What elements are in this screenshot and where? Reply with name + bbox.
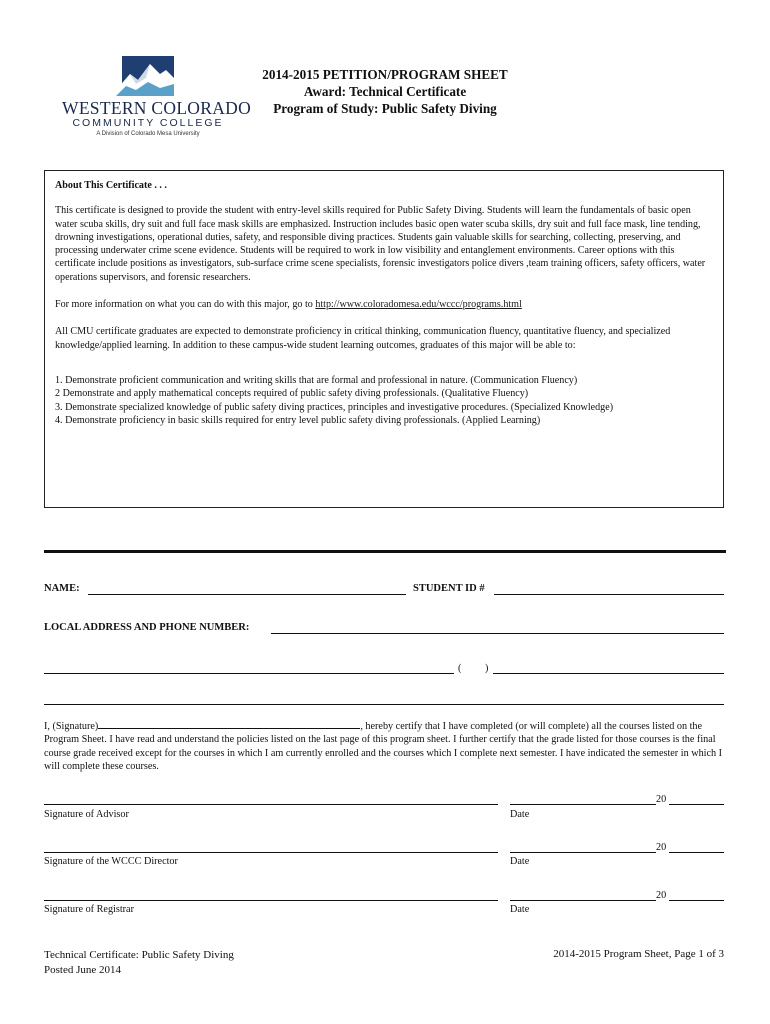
registrar-year-field[interactable] [669, 900, 724, 901]
footer-left [44, 948, 234, 978]
college-logo [62, 56, 252, 140]
about-description: This certificate is designed to provide the student with entry-level skills required for Public Safety Diving. Students will learn the fundamentals of basic open water scuba skills, dry suit and full face mask skills are emphasized. Instruction includes basic open water scuba skills, dry suit and full face mask, line tending, drowning investigations, operational duties, safety, and responsible diving practices. Students gain valuable skills for searching, collecting, preserving, and processing underwater crime scene evidence. Students will be required to work in low visibility and entanglement environments. Career options with this certificate include positions as investigators, sub-surface crime scene specialists, forensic investigators police divers ,team training officers, safety officers, water operations supervisors, and forensic researchers. [55, 205, 706, 283]
director-signature-label: Signature of the WCCC Director [44, 856, 178, 867]
student-id-label: STUDENT ID # [413, 583, 485, 594]
advisor-year-field[interactable] [669, 804, 724, 805]
outcomes-intro: All CMU certificate graduates are expected to demonstrate proficiency in critical thinking, communication fluency, quantitative fluency, and specialized knowledge/applied learning. In addition to these campus-wide student learning outcomes, graduates of this major will be able to: [55, 326, 671, 351]
list-item: 1. Demonstrate proficient communication and writing skills that are formal and professional in nature. (Communication Fluency) [55, 374, 578, 386]
footer-program: Technical Certificate: Public Safety Diving [44, 949, 234, 961]
director-date-label: Date [510, 856, 530, 867]
director-year-prefix: 20 [656, 842, 667, 853]
address-field[interactable] [271, 633, 724, 634]
director-year-field[interactable] [669, 852, 724, 853]
registrar-signature-label: Signature of Registrar [44, 904, 134, 915]
advisor-signature-field[interactable] [44, 804, 498, 805]
outcomes-list [55, 374, 715, 427]
document-header [240, 66, 530, 117]
director-date-field[interactable] [510, 852, 656, 853]
phone-area-code-field[interactable] [465, 662, 483, 675]
list-item: 4. Demonstrate proficiency in basic skills required for entry level public safety diving professionals. (Applied Learning) [55, 414, 541, 426]
certification-text: , hereby certify that I have completed (or will complete) all the courses listed on the Program Sheet. I have read and understand the policies listed on the last page of this program sheet. I further certify that the grade listed for those courses is the final course grade received except for the courses in which I am currently enrolled and the courses which I complete next semester. I have indicated the semester in which I will complete these courses. [44, 721, 723, 772]
about-certificate-box [44, 170, 724, 508]
section-divider [44, 550, 726, 553]
logo-division: A Division of Colorado Mesa University [96, 131, 200, 137]
phone-area-open: ( [458, 663, 462, 674]
footer-posted-date: Posted June 2014 [44, 964, 121, 976]
header-award: Award: Technical Certificate [303, 84, 467, 99]
list-item: 3. Demonstrate specialized knowledge of public safety diving practices, principles and investigative procedures. (Specialized Knowledge) [55, 401, 614, 413]
phone-area-close: ) [485, 663, 489, 674]
header-title: 2014-2015 PETITION/PROGRAM SHEET [262, 67, 508, 82]
more-info [55, 298, 715, 311]
registrar-signature-field[interactable] [44, 900, 498, 901]
certification-prefix: I, (Signature) [44, 721, 99, 732]
name-label: NAME: [44, 583, 80, 594]
certification-statement [44, 718, 726, 773]
address-line-3-field[interactable] [44, 704, 724, 705]
name-field[interactable] [88, 594, 406, 595]
phone-field[interactable] [493, 673, 724, 674]
more-info-text: For more information on what you can do with this major, go to [55, 299, 316, 311]
advisor-signature-label: Signature of Advisor [44, 809, 129, 820]
footer-page-number: 2014-2015 Program Sheet, Page 1 of 3 [553, 948, 724, 960]
registrar-date-label: Date [510, 904, 530, 915]
header-program: Program of Study: Public Safety Diving [273, 101, 497, 116]
programs-link[interactable]: http://www.coloradomesa.edu/wccc/programs.html [315, 299, 522, 311]
mountain-logo-icon [116, 56, 174, 96]
registrar-date-field[interactable] [510, 900, 656, 901]
student-signature-field[interactable] [98, 718, 360, 729]
director-signature-field[interactable] [44, 852, 498, 853]
advisor-date-label: Date [510, 809, 530, 820]
registrar-year-prefix: 20 [656, 890, 667, 901]
logo-name: WESTERN COLORADO [62, 98, 252, 118]
address-label: LOCAL ADDRESS AND PHONE NUMBER: [44, 622, 250, 633]
address-line-2-field[interactable] [44, 673, 454, 674]
advisor-date-field[interactable] [510, 804, 656, 805]
student-id-field[interactable] [494, 594, 724, 595]
about-heading: About This Certificate . . . [55, 180, 167, 191]
logo-subname: COMMUNITY COLLEGE [72, 117, 224, 129]
list-item: 2 Demonstrate and apply mathematical concepts required of public safety diving professionals. (Qualitative Fluency) [55, 388, 529, 400]
advisor-year-prefix: 20 [656, 794, 667, 805]
